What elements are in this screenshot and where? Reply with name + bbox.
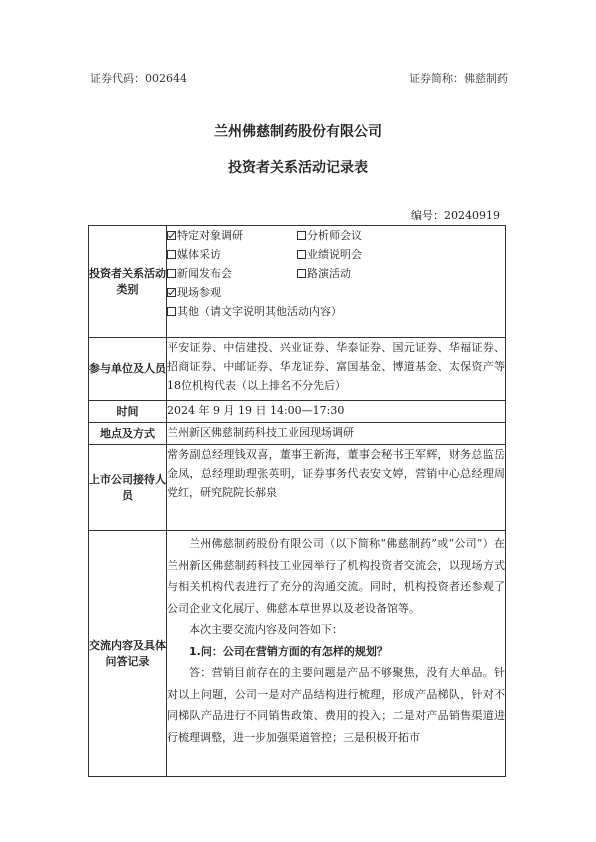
- category-options: [167, 226, 506, 338]
- table-row: [89, 401, 506, 423]
- content-value: [167, 531, 506, 777]
- checkbox-icon: [167, 307, 176, 316]
- record-table: [88, 225, 506, 777]
- reception-value: 常务副总经理钱双喜，董事王新海，董事会秘书王军辉，财务总监岳金凤，总经理助理张英明，证券事务代表安文婷，营销中心总经理周党红，研究院院长郝泉: [167, 445, 506, 531]
- intro-paragraph: 兰州佛慈制药股份有限公司（以下简称“佛慈制药”或“公司”）在兰州新区佛慈制药科技工业园举行了机构投资者交流会，以现场方式与相关机构代表进行了充分的沟通交流。同时，机构投资者还参观了公司企业文化展厅、佛慈本草世界以及老设备馆等。: [167, 537, 505, 615]
- time-label: 时间: [89, 401, 167, 423]
- checkbox-icon: [167, 288, 176, 297]
- option-other[interactable]: 其他（请文字说明其他活动内容）: [167, 302, 342, 321]
- time-value: 2024 年 9 月 19 日 14:00—17:30: [167, 401, 506, 423]
- table-row: [89, 531, 506, 777]
- option-specific-research[interactable]: 特定对象调研: [167, 226, 297, 245]
- stock-code: 证券代码：002644: [90, 72, 187, 85]
- category-label: 投资者关系活动类别: [89, 226, 167, 338]
- question-1: 1.问：公司在营销方面的有怎样的规划？: [189, 644, 388, 658]
- option-press-conference[interactable]: 新闻发布会: [167, 264, 297, 283]
- checkbox-icon: [297, 269, 306, 278]
- checkbox-icon: [297, 250, 306, 259]
- stock-abbreviation: 证券简称：佛慈制药: [409, 72, 508, 85]
- option-earnings-briefing[interactable]: 业绩说明会: [297, 245, 362, 264]
- participants-label: 参与单位及人员: [89, 338, 167, 401]
- location-value: 兰州新区佛慈制药科技工业园现场调研: [167, 423, 506, 445]
- option-analyst-meeting[interactable]: 分析师会议: [297, 226, 362, 245]
- content-label: 交流内容及具体问答记录: [89, 531, 167, 777]
- table-row: [89, 445, 506, 531]
- checkbox-icon: [297, 231, 306, 240]
- checkbox-icon: [167, 250, 176, 259]
- summary-line: 本次主要交流内容及问答如下：: [189, 623, 343, 636]
- option-roadshow[interactable]: 路演活动: [297, 264, 351, 283]
- location-label: 地点及方式: [89, 423, 167, 445]
- participants-value: 平安证券、中信建投、兴业证券、华泰证券、国元证券、华福证券、招商证券、中邮证券、华龙证券、富国基金、博道基金、太保资产等18位机构代表（以上排名不分先后）: [167, 338, 506, 401]
- table-row: [89, 338, 506, 401]
- checkbox-icon: [167, 231, 176, 240]
- company-title: 兰州佛慈制药股份有限公司: [214, 124, 382, 140]
- serial-number: 编号：20240919: [411, 209, 500, 222]
- table-row: [89, 226, 506, 338]
- table-row: [89, 423, 506, 445]
- reception-label: 上市公司接待人员: [89, 445, 167, 531]
- checkbox-icon: [167, 269, 176, 278]
- document-title: 投资者关系活动记录表: [228, 160, 368, 176]
- option-site-visit[interactable]: 现场参观: [167, 283, 221, 302]
- answer-1: 答：营销目前存在的主要问题是产品不够聚焦，没有大单品。针对以上问题，公司一是对产品结构进行梳理，形成产品梯队，针对不同梯队产品进行不同销售政策、费用的投入；二是对产品销售渠道进行梳理调整，进一步加强渠道管控；三是积极开拓市: [167, 666, 505, 744]
- option-media-interview[interactable]: 媒体采访: [167, 245, 297, 264]
